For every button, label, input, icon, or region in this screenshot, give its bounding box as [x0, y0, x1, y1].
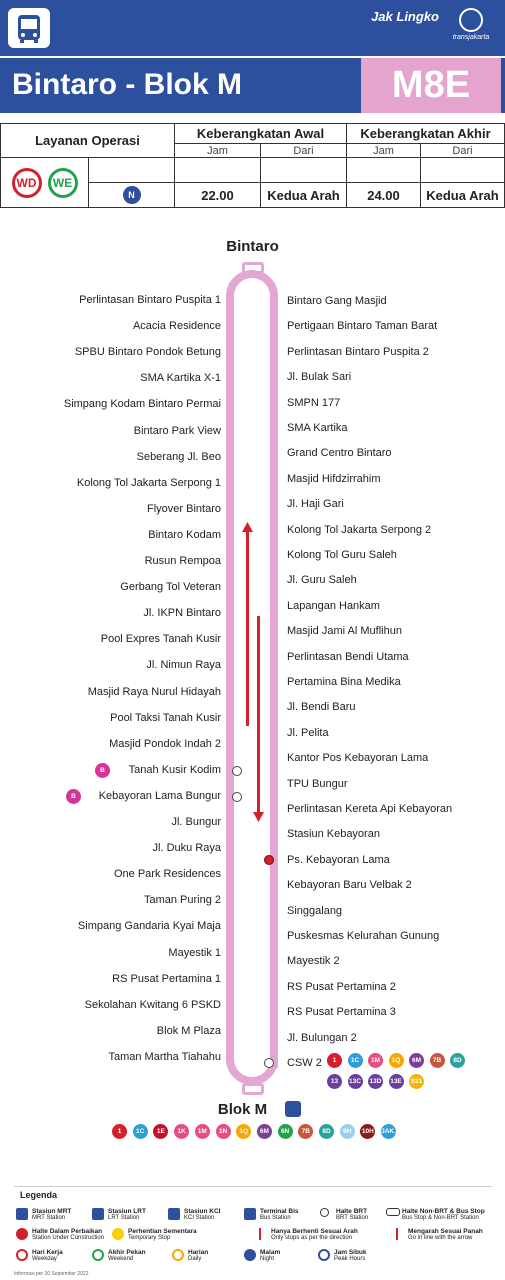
- stop-left: Perlintasan Bintaro Puspita 1: [79, 294, 221, 306]
- stop-right: Jl. Bulak Sari: [287, 371, 352, 384]
- legend-item: Terminal Bis Bus Station: [260, 1208, 299, 1221]
- stop-right: Perlintasan Bendi Utama: [287, 650, 409, 663]
- awal-header: Keberangkatan Awal: [175, 124, 347, 144]
- stop-tick: [272, 908, 278, 916]
- stop-left: Bintaro Park View: [133, 424, 221, 437]
- b-badge: B: [95, 763, 110, 778]
- stop-left: Kebayoran Lama Bungur: [98, 789, 221, 802]
- stop-right: Kantor Pos Kebayoran Lama: [287, 752, 429, 765]
- route-badge: 13: [327, 1074, 342, 1089]
- stop-tick: [272, 349, 278, 357]
- stop-left: Flyover Bintaro: [147, 502, 221, 515]
- weekday-badge: WD: [12, 168, 42, 198]
- stop-tick: [226, 401, 232, 409]
- stop-left: Simpang Kodam Bintaro Permai: [63, 398, 221, 411]
- stop-right: Stasiun Kebayoran: [287, 828, 380, 841]
- footer-date: Informasi per 30 September 2022: [14, 1271, 89, 1277]
- akhir-jam-header: Jam: [347, 144, 421, 158]
- stop-tick: [272, 298, 278, 306]
- stop-right: Ps. Kebayoran Lama: [287, 853, 390, 866]
- stop-tick: [226, 610, 232, 618]
- stop-right: RS Pusat Pertamina 3: [287, 1006, 396, 1019]
- stop-right: Kebayoran Baru Velbak 2: [287, 879, 412, 892]
- awal-jam-header: Jam: [175, 144, 261, 158]
- terminal-bottom: Blok M: [217, 1101, 268, 1118]
- legend-item: Hanya Berhenti Sesuai Arah Only stops as per the direction: [271, 1228, 358, 1241]
- stop-right: Lapangan Hankam: [287, 599, 380, 612]
- stop-right: Grand Centro Bintaro: [287, 447, 392, 460]
- stop-left: Jl. Nimun Raya: [146, 659, 221, 672]
- stop-tick: [226, 689, 232, 697]
- legend-item: Halte Non-BRT & Bus Stop Bus Stop & Non-BRT Station: [402, 1208, 485, 1221]
- stop-tick: [226, 1002, 232, 1010]
- route-badge: 13C: [348, 1074, 363, 1089]
- b-badge: B: [66, 789, 81, 804]
- awal-jam: 22.00: [175, 183, 261, 208]
- stop-tick: [226, 428, 232, 436]
- stop-tick: [226, 375, 232, 383]
- bus-icon: [8, 8, 50, 48]
- legend-icon: [168, 1208, 180, 1220]
- legend-icon: [16, 1228, 28, 1240]
- stop-tick: [272, 1035, 278, 1043]
- brt-station-icon: [264, 1058, 274, 1068]
- stop-tick: [226, 715, 232, 723]
- route-badge: 1Q: [236, 1124, 251, 1139]
- legend-item: Jam Sibuk Peak Hours: [334, 1249, 367, 1262]
- stop-left: Jl. IKPN Bintaro: [143, 607, 221, 620]
- legend-item: Hari Kerja Weekday: [32, 1249, 63, 1262]
- route-code: M8E: [361, 58, 501, 113]
- legend-icon: [386, 1208, 400, 1216]
- stop-right: Kolong Tol Guru Saleh: [287, 549, 397, 561]
- stop-tick: [226, 584, 232, 592]
- stop-tick: [272, 704, 278, 712]
- stop-right: Jl. Haji Gari: [287, 498, 344, 511]
- stop-tick: [272, 679, 278, 687]
- stop-left: Seberang Jl. Beo: [136, 450, 221, 463]
- stop-right: Singgalang: [287, 904, 343, 917]
- stop-right: Jl. Guru Saleh: [287, 574, 357, 587]
- awal-dari-header: Dari: [261, 144, 347, 158]
- legend-item: Akhir Pekan Weekend: [108, 1249, 146, 1262]
- legend-item: Mengarah Sesuai Panah Go in line with the arrow: [408, 1228, 483, 1241]
- terminal-top: Bintaro: [226, 238, 279, 255]
- stop-tick: [272, 628, 278, 636]
- legend-item: Harian Daily: [188, 1249, 209, 1262]
- route-badge: JAK.3: [381, 1124, 396, 1139]
- legend-item: Halte BRT BRT Station: [336, 1208, 369, 1221]
- stop-right: TPU Bungur: [287, 777, 348, 790]
- route-badge: 1M: [368, 1053, 383, 1068]
- route-badge: 1E: [153, 1124, 168, 1139]
- stop-tick: [226, 741, 232, 749]
- route-name: Bintaro - Blok M: [12, 68, 242, 101]
- legend-icon: [396, 1228, 402, 1240]
- stop-tick: [272, 958, 278, 966]
- legend-item: Stasiun KCI KCI Station: [184, 1208, 221, 1221]
- stop-tick: [226, 923, 232, 931]
- legend-icon: [318, 1249, 330, 1261]
- stop-tick: [272, 400, 278, 408]
- route-badge: 1C: [348, 1053, 363, 1068]
- stop-left: Jl. Bungur: [171, 816, 221, 828]
- stop-right: Perlintasan Kereta Api Kebayoran: [287, 803, 453, 815]
- legend-item: Stasiun MRT MRT Station: [32, 1208, 72, 1221]
- stop-right: Mayestik 2: [287, 955, 340, 968]
- route-badge: 7B: [298, 1124, 313, 1139]
- stop-right: CSW 2: [287, 1057, 322, 1069]
- stop-tick: [226, 636, 232, 644]
- stop-right: Puskesmas Kelurahan Gunung: [287, 930, 440, 942]
- route-badge: 7B: [430, 1053, 445, 1068]
- route-badge: 8D: [319, 1124, 334, 1139]
- stop-left: Bintaro Kodam: [148, 528, 221, 541]
- stop-tick: [272, 527, 278, 535]
- route-badge: 10H: [360, 1124, 375, 1139]
- stop-tick: [226, 297, 232, 305]
- stop-tick: [272, 577, 278, 585]
- legend-icon: [92, 1208, 104, 1220]
- route-badge: 1N: [216, 1124, 231, 1139]
- stop-tick: [272, 501, 278, 509]
- legend-icon: [92, 1249, 104, 1261]
- stop-tick: [272, 374, 278, 382]
- stop-tick: [272, 450, 278, 458]
- route-badge: 1K: [174, 1124, 189, 1139]
- stop-right: Pertamina Bina Medika: [287, 676, 401, 688]
- stop-tick: [226, 871, 232, 879]
- stop-tick: [226, 323, 232, 331]
- stop-left: Taman Puring 2: [143, 894, 221, 907]
- route-badge: 1C: [133, 1124, 148, 1139]
- stop-tick: [226, 454, 232, 462]
- stop-right: SMPN 177: [287, 396, 341, 409]
- stop-tick: [226, 506, 232, 514]
- title-bar: [0, 56, 505, 113]
- legend-icon: [16, 1249, 28, 1261]
- stop-left: Simpang Gandaria Kyai Maja: [77, 920, 221, 933]
- stop-left: Pool Expres Tanah Kusir: [100, 633, 221, 646]
- stop-tick: [272, 323, 278, 331]
- stop-tick: [272, 882, 278, 890]
- stop-left: Blok M Plaza: [156, 1024, 221, 1037]
- service-days: [1, 158, 89, 208]
- stop-tick: [272, 755, 278, 763]
- stop-tick: [272, 552, 278, 560]
- arrow-up-head: [242, 522, 253, 532]
- brt-station-icon: [232, 766, 242, 776]
- stop-tick: [272, 933, 278, 941]
- legend-icon: [112, 1228, 124, 1240]
- akhir-header: Keberangkatan Akhir: [347, 124, 505, 144]
- stop-left: Jl. Duku Raya: [152, 842, 221, 855]
- stop-right: Masjid Hifdzirrahim: [287, 472, 381, 485]
- weekend-badge: WE: [48, 168, 78, 198]
- arrow-down-head: [253, 812, 264, 822]
- stop-left: RS Pusat Pertamina 1: [112, 972, 221, 985]
- legend-item: Stasiun LRT LRT Station: [108, 1208, 146, 1221]
- route-badge: 8D: [450, 1053, 465, 1068]
- stop-left: One Park Residences: [114, 868, 221, 881]
- stop-right: Masjid Jami Al Muflihun: [287, 625, 402, 638]
- arrow-down: [257, 616, 260, 814]
- akhir-dari-header: Dari: [421, 144, 505, 158]
- layanan-header: Layanan Operasi: [1, 124, 175, 158]
- stop-right: RS Pusat Pertamina 2: [287, 980, 396, 993]
- jaklingko-logo: Jak Lingko: [371, 9, 439, 24]
- stop-right: Pertigaan Bintaro Taman Barat: [287, 320, 438, 333]
- route-badge: 6N: [278, 1124, 293, 1139]
- terminal-bottom-marker: [242, 1083, 264, 1095]
- stop-left: Acacia Residence: [132, 320, 221, 333]
- stop-tick: [272, 654, 278, 662]
- arrow-up: [246, 528, 249, 726]
- stop-tick: [226, 349, 232, 357]
- stop-tick: [226, 845, 232, 853]
- akhir-dari: Kedua Arah: [421, 183, 505, 208]
- stop-tick: [272, 984, 278, 992]
- stop-right: Perlintasan Bintaro Puspita 2: [287, 345, 429, 358]
- stop-tick: [272, 781, 278, 789]
- stop-tick: [226, 1054, 232, 1062]
- legend-item: Perhentian Sementara Temporary Stop: [128, 1228, 197, 1241]
- stop-tick: [272, 425, 278, 433]
- stop-left: SMA Kartika X-1: [140, 372, 221, 385]
- stop-tick: [226, 480, 232, 488]
- stop-right: Jl. Bendi Baru: [287, 701, 356, 714]
- legend-icon: [16, 1208, 28, 1220]
- night-cell: [89, 183, 175, 208]
- stop-tick: [272, 806, 278, 814]
- stop-tick: [226, 897, 232, 905]
- route-badge: 9H: [340, 1124, 355, 1139]
- station-under-construction-icon: [264, 855, 274, 865]
- stop-right: Jl. Bulungan 2: [287, 1031, 357, 1044]
- stop-tick: [272, 1009, 278, 1017]
- stop-left: SPBU Bintaro Pondok Betung: [74, 346, 221, 359]
- legend-icon: [259, 1228, 265, 1240]
- route-badge: 1Q: [389, 1053, 404, 1068]
- stop-left: Tanah Kusir Kodim: [128, 763, 221, 776]
- legend-item: Halte Dalam Perbaikan Station Under Construction: [32, 1228, 105, 1241]
- stop-right: Kolong Tol Jakarta Serpong 2: [287, 523, 432, 536]
- legend-item: Malam Night: [260, 1249, 281, 1262]
- top-bar: [0, 0, 505, 56]
- route-badge: 1: [112, 1124, 127, 1139]
- stop-left: Kolong Tol Jakarta Serpong 1: [76, 476, 221, 489]
- route-badge: 13D: [368, 1074, 383, 1089]
- stop-tick: [226, 532, 232, 540]
- stop-left: Taman Martha Tiahahu: [108, 1050, 221, 1063]
- route-badge: 1M: [195, 1124, 210, 1139]
- legend-icon: [320, 1208, 329, 1217]
- stop-left: Masjid Raya Nurul Hidayah: [87, 685, 221, 698]
- route-line: [226, 270, 278, 1085]
- route-badge: 13E: [389, 1074, 404, 1089]
- stop-right: SMA Kartika: [287, 422, 348, 434]
- stop-right: Bintaro Gang Masjid: [287, 295, 387, 307]
- akhir-jam: 24.00: [347, 183, 421, 208]
- stop-tick: [226, 1028, 232, 1036]
- night-badge: N: [123, 186, 141, 204]
- stop-left: Gerbang Tol Veteran: [120, 581, 221, 594]
- stop-tick: [226, 950, 232, 958]
- stop-tick: [272, 730, 278, 738]
- stop-left: Masjid Pondok Indah 2: [109, 737, 221, 750]
- stop-tick: [226, 662, 232, 670]
- legend-icon: [244, 1249, 256, 1261]
- legend-icon: [244, 1208, 256, 1220]
- legend-title: Legenda: [20, 1190, 58, 1200]
- route-badge: 1: [327, 1053, 342, 1068]
- terminal-bus-icon: [285, 1101, 301, 1117]
- stop-tick: [272, 603, 278, 611]
- brt-station-icon: [232, 792, 242, 802]
- stop-tick: [226, 819, 232, 827]
- stop-left: Rusun Rempoa: [144, 555, 221, 567]
- legend-icon: [172, 1249, 184, 1261]
- route-badge: S21: [409, 1074, 424, 1089]
- transjakarta-logo: transjakarta: [447, 8, 495, 41]
- stop-tick: [226, 558, 232, 566]
- stop-tick: [272, 831, 278, 839]
- stop-right: Jl. Pelita: [287, 726, 329, 739]
- operations-table: [0, 123, 505, 208]
- stop-left: Pool Taksi Tanah Kusir: [110, 711, 221, 724]
- route-badge: 6M: [409, 1053, 424, 1068]
- stop-tick: [272, 476, 278, 484]
- stop-left: Sekolahan Kwitang 6 PSKD: [84, 998, 221, 1011]
- route-badge: 6M: [257, 1124, 272, 1139]
- stop-tick: [226, 976, 232, 984]
- stop-left: Mayestik 1: [168, 946, 221, 959]
- awal-dari: Kedua Arah: [261, 183, 347, 208]
